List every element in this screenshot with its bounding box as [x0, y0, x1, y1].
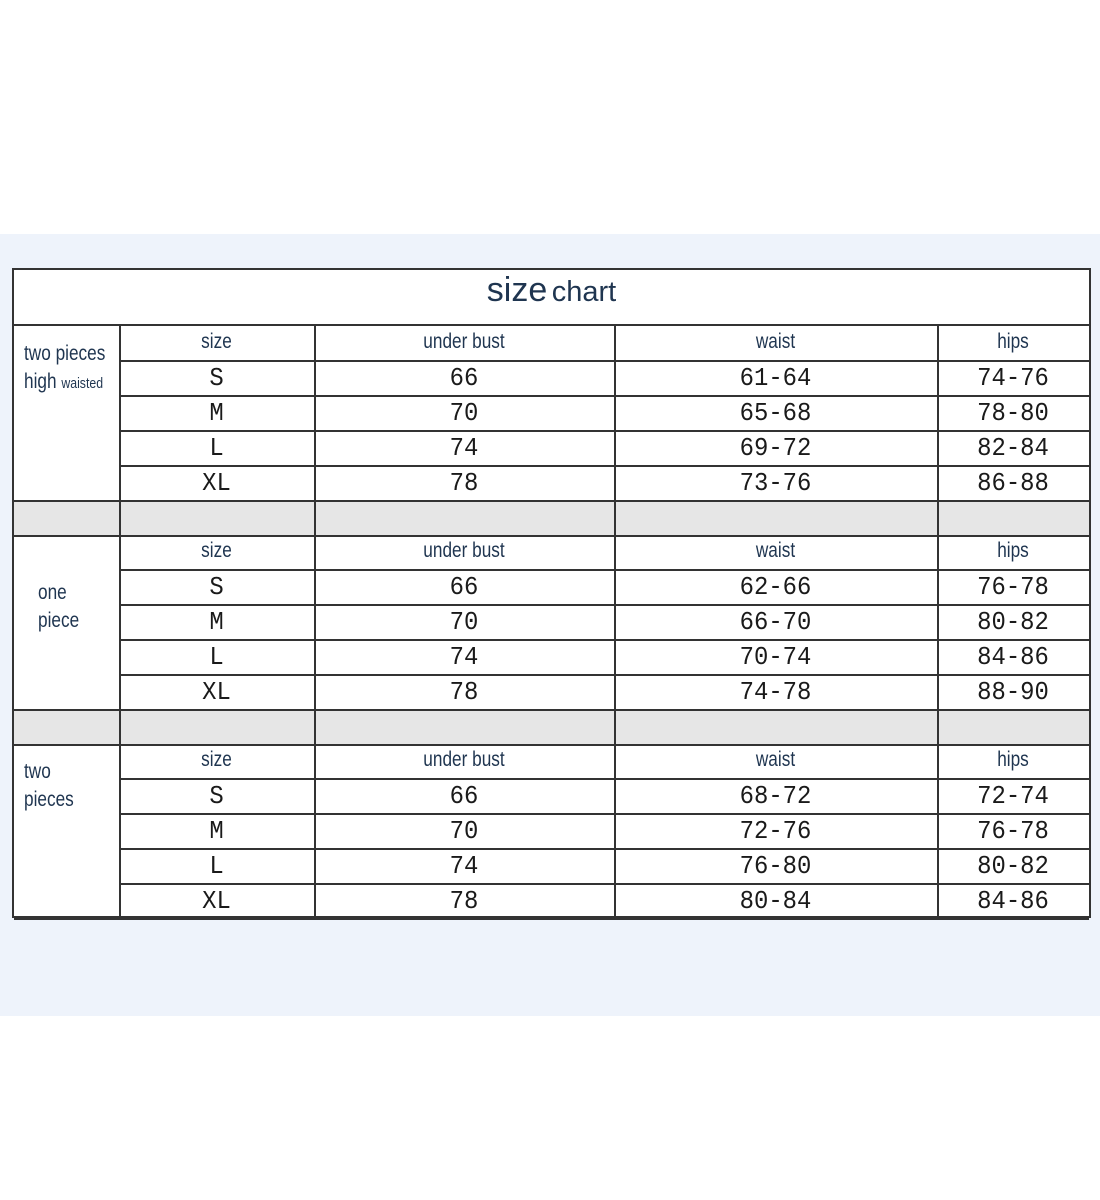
title-sub: chart [551, 276, 617, 308]
vertical-rule [937, 744, 939, 919]
separator-cell [939, 502, 1089, 535]
group-label [24, 340, 105, 398]
cell-under-bust: 70 [449, 816, 479, 846]
cell-size: L [209, 433, 224, 463]
vertical-rule [614, 535, 616, 710]
group-label-line2 [24, 368, 105, 398]
separator-cell [316, 502, 614, 535]
separator-cell [14, 502, 119, 535]
horizontal-rule [14, 324, 1089, 326]
vertical-rule [314, 711, 316, 744]
cell-size: S [209, 572, 224, 602]
vertical-rule [314, 744, 316, 919]
cell-hips: 80-82 [977, 851, 1049, 881]
separator-cell [14, 711, 119, 744]
cell-under-bust: 66 [449, 781, 479, 811]
cell-hips: 80-82 [977, 607, 1049, 637]
cell-waist: 66-70 [739, 607, 812, 637]
cell-under-bust: 74 [449, 433, 479, 463]
column-header-waist: waist [755, 539, 796, 562]
vertical-rule [314, 535, 316, 710]
cell-size: M [209, 398, 224, 428]
group-label-line2-small: waisted [61, 375, 104, 392]
cell-under-bust: 74 [449, 851, 479, 881]
group-label [38, 579, 79, 635]
column-header-hips: hips [997, 539, 1029, 562]
separator-cell [939, 711, 1089, 744]
cell-waist: 74-78 [739, 677, 812, 707]
vertical-rule [314, 326, 316, 501]
vertical-rule [937, 326, 939, 501]
vertical-rule [314, 502, 316, 535]
cell-hips: 82-84 [977, 433, 1049, 463]
group-label-line1: two pieces [24, 342, 106, 365]
vertical-rule [119, 535, 121, 710]
vertical-rule [614, 502, 616, 535]
group-label-line2-main: piece [38, 609, 80, 632]
cell-waist: 62-66 [739, 572, 812, 602]
cell-waist: 65-68 [739, 398, 812, 428]
vertical-rule [614, 744, 616, 919]
group-label-line1: two [24, 760, 51, 783]
cell-size: XL [202, 886, 231, 916]
cell-waist: 72-76 [739, 816, 812, 846]
column-header-under-bust: under bust [423, 748, 505, 771]
cell-waist: 69-72 [739, 433, 812, 463]
separator-cell [316, 711, 614, 744]
cell-size: L [209, 851, 224, 881]
separator-cell [616, 711, 937, 744]
group-label-line2 [38, 607, 79, 635]
cell-under-bust: 78 [449, 677, 479, 707]
column-header-hips: hips [997, 330, 1029, 353]
vertical-rule [937, 711, 939, 744]
cell-hips: 78-80 [977, 398, 1049, 428]
column-header-size: size [201, 539, 232, 562]
chart-title [14, 270, 1089, 326]
title-main: size [486, 271, 548, 309]
cell-under-bust: 70 [449, 607, 479, 637]
cell-waist: 68-72 [739, 781, 812, 811]
vertical-rule [119, 502, 121, 535]
cell-hips: 72-74 [977, 781, 1049, 811]
cell-under-bust: 66 [449, 572, 479, 602]
cell-under-bust: 78 [449, 468, 479, 498]
group-label-line1: one [38, 581, 67, 604]
group-label-line2-main: pieces [24, 788, 74, 811]
separator-cell [121, 711, 314, 744]
cell-hips: 74-76 [977, 363, 1049, 393]
cell-waist: 73-76 [739, 468, 812, 498]
group-label [24, 758, 74, 814]
cell-hips: 86-88 [977, 468, 1049, 498]
cell-under-bust: 78 [449, 886, 479, 916]
cell-hips: 76-78 [977, 816, 1049, 846]
cell-waist: 80-84 [739, 886, 812, 916]
cell-waist: 76-80 [739, 851, 812, 881]
cell-size: L [209, 642, 224, 672]
column-header-size: size [201, 748, 232, 771]
separator-cell [121, 502, 314, 535]
cell-hips: 84-86 [977, 642, 1049, 672]
cell-size: S [209, 781, 224, 811]
cell-under-bust: 74 [449, 642, 479, 672]
size-chart-table [12, 268, 1091, 918]
cell-size: S [209, 363, 224, 393]
group-label-line2-main: high [24, 370, 57, 393]
cell-hips: 76-78 [977, 572, 1049, 602]
vertical-rule [119, 744, 121, 919]
vertical-rule [119, 711, 121, 744]
vertical-rule [614, 326, 616, 501]
cell-under-bust: 66 [449, 363, 479, 393]
column-header-under-bust: under bust [423, 330, 505, 353]
cell-waist: 61-64 [739, 363, 812, 393]
cell-size: M [209, 607, 224, 637]
vertical-rule [937, 502, 939, 535]
column-header-waist: waist [755, 748, 796, 771]
cell-hips: 88-90 [977, 677, 1049, 707]
column-header-hips: hips [997, 748, 1029, 771]
cell-hips: 84-86 [977, 886, 1049, 916]
cell-under-bust: 70 [449, 398, 479, 428]
cell-size: XL [202, 468, 231, 498]
cell-size: M [209, 816, 224, 846]
column-header-under-bust: under bust [423, 539, 505, 562]
vertical-rule [119, 326, 121, 501]
group-label-line2 [24, 786, 74, 814]
horizontal-rule [14, 918, 1089, 920]
separator-cell [616, 502, 937, 535]
column-header-waist: waist [755, 330, 796, 353]
cell-waist: 70-74 [739, 642, 812, 672]
vertical-rule [937, 535, 939, 710]
vertical-rule [614, 711, 616, 744]
column-header-size: size [201, 330, 232, 353]
cell-size: XL [202, 677, 231, 707]
